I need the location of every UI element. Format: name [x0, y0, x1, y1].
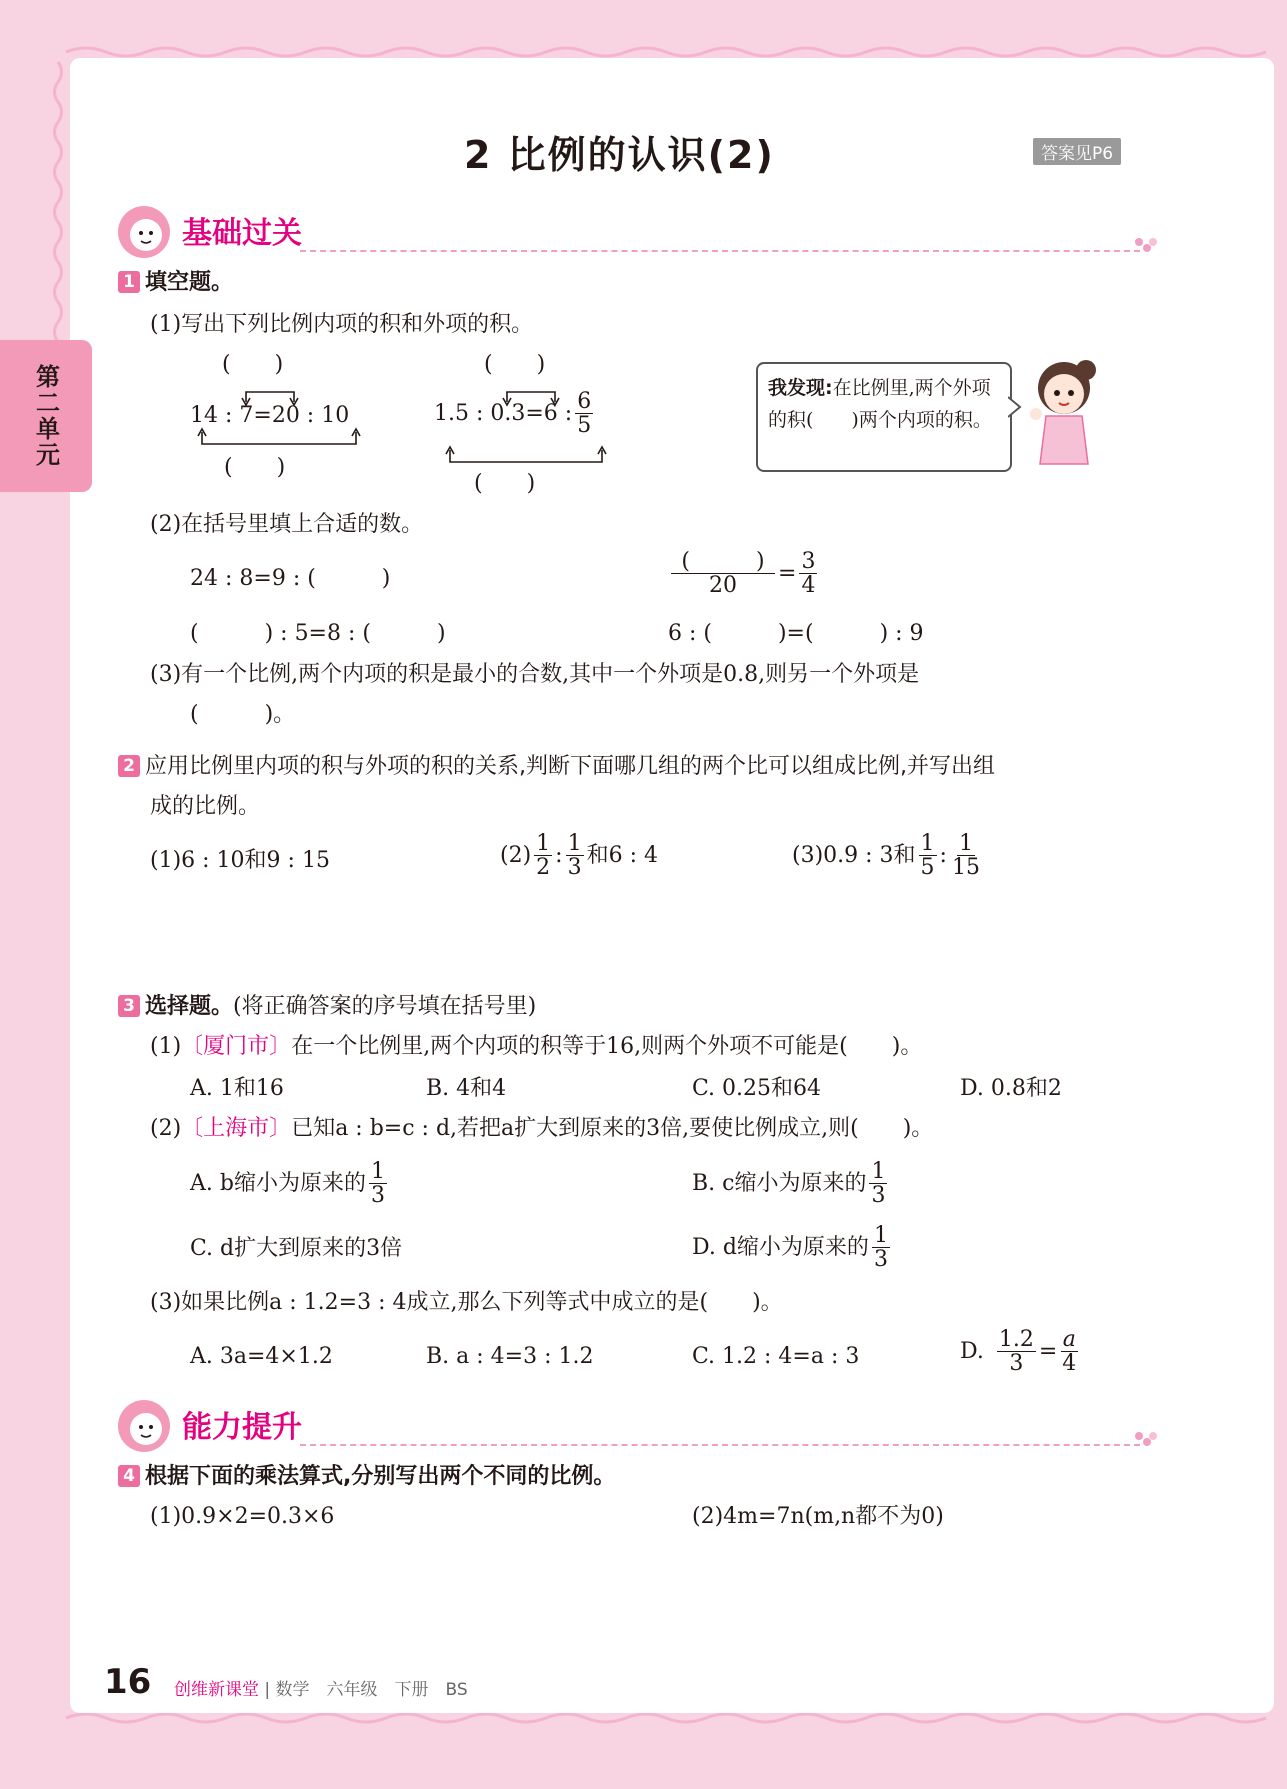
question-2-text-line1	[118, 752, 995, 782]
bubble-label: 我发现:	[768, 377, 833, 399]
q1-expr-b	[434, 390, 596, 437]
question-title: 选择题。	[145, 994, 234, 1019]
fraction-numerator: 1	[567, 831, 582, 856]
q3-s1-option-a: A. 1和16	[190, 1076, 284, 1101]
q1-part2-c: ( ) : 5=8 : ( )	[190, 621, 446, 646]
section-divider	[300, 250, 1140, 252]
option-text: B. c缩小为原来的	[692, 1170, 867, 1196]
q3-s2-option-a	[190, 1160, 390, 1207]
sub-question-text: 已知a : b=c : d,若把a扩大到原来的3倍,要使比例成立,则( )。	[291, 1116, 934, 1141]
sub-question-text: 在一个比例里,两个内项的积等于16,则两个外项不可能是( )。	[291, 1034, 923, 1059]
item-prefix: (2)	[150, 1116, 182, 1141]
question-2-text-line2: 成的比例。	[150, 794, 261, 819]
question-2-text: 应用比例里内项的积与外项的积的关系,判断下面哪几组的两个比可以组成比例,并写出组	[145, 754, 995, 779]
fraction-numerator: 1.2	[998, 1327, 1034, 1352]
q3-sub3: (3)如果比例a : 1.2=3 : 4成立,那么下列等式中成立的是( )。	[150, 1290, 783, 1315]
girl-character-illustration	[1024, 356, 1106, 468]
q4-item1: (1)0.9×2=0.3×6	[150, 1504, 335, 1529]
item-suffix: 和6 : 4	[586, 842, 658, 868]
fraction-denominator: 2	[536, 855, 551, 881]
fraction-numerator: 1	[871, 1159, 886, 1184]
fraction-numerator: 6	[577, 389, 592, 414]
q3-sub2	[150, 1114, 933, 1144]
flower-dots-icon	[1133, 1428, 1161, 1450]
fraction-numerator: 1	[370, 1159, 385, 1184]
fraction-numerator: 3	[801, 549, 816, 574]
item-prefix: (1)	[150, 1034, 182, 1059]
source-tag: 〔上海市〕	[181, 1116, 292, 1141]
q1-part3-blank: ( )。	[190, 702, 296, 727]
answer-reference-tag: 答案见P6	[1033, 138, 1121, 165]
girl-mascot-icon	[116, 204, 172, 260]
q1-part2-b: $\frac{( )}{20}$ = $\frac{3}{4}$	[668, 550, 820, 597]
question-number-badge: 3	[118, 995, 140, 1017]
item-prefix: (2)	[500, 842, 532, 868]
fraction-numerator: 1	[873, 1223, 888, 1248]
footer-edition: BS	[445, 1680, 468, 1700]
fraction-numerator: 1	[536, 831, 551, 856]
q4-item2: (2)4m=7n(m,n都不为0)	[692, 1504, 944, 1529]
fraction-denominator: 5	[920, 855, 935, 881]
section-title-advance: 能力提升	[182, 1410, 302, 1445]
section-divider	[300, 1444, 1140, 1446]
question-4-heading	[118, 1462, 615, 1492]
footer-subject: 数学	[275, 1680, 310, 1700]
fraction-denominator: 3	[567, 855, 582, 881]
question-number-badge: 2	[118, 755, 140, 777]
footer-grade: 六年级	[326, 1680, 378, 1700]
fraction-numerator: 1	[958, 831, 973, 856]
footer-info: 创维新课堂 | 数学 六年级 下册 BS	[174, 1680, 468, 1700]
q3-s3-option-c: C. 1.2 : 4=a : 3	[692, 1344, 860, 1369]
bubble-text: 在比例里,两个外项的积( )两个内项的积。	[768, 377, 992, 431]
footer-brand: 创维新课堂	[174, 1680, 259, 1700]
q1-part1-label: (1)写出下列比例内项的积和外项的积。	[150, 312, 534, 337]
q1-blank-inner-a: ( )	[222, 352, 284, 377]
q3-s3-option-d: D. $\frac{1.2}{3}$ = $\frac{a}{4}$	[960, 1327, 1077, 1377]
fraction-denominator: 4	[801, 573, 816, 599]
q3-s1-option-b: B. 4和4	[426, 1076, 507, 1101]
question-3-heading	[118, 992, 536, 1022]
q3-s3-option-a: A. 3a=4×1.2	[190, 1344, 333, 1369]
page-title: 2 比例的认识(2)	[464, 133, 775, 177]
flower-dots-icon	[1133, 234, 1161, 256]
bubble-tail	[1008, 395, 1022, 419]
q3-s1-option-d: D. 0.8和2	[960, 1076, 1062, 1101]
footer-term: 下册	[394, 1680, 429, 1700]
q3-s1-option-c: C. 0.25和64	[692, 1076, 822, 1101]
question-title: 根据下面的乘法算式,分别写出两个不同的比例。	[145, 1464, 616, 1489]
fraction-denominator: 15	[951, 855, 980, 881]
boy-mascot-icon	[116, 1398, 172, 1454]
fraction-numerator: a	[1062, 1327, 1076, 1352]
fraction-denominator: 3	[370, 1183, 385, 1209]
unit-side-tab	[0, 340, 92, 492]
fraction-denominator: 5	[577, 413, 592, 439]
q1-expr-a: 14 : 7=20 : 10	[190, 403, 350, 428]
question-title: 填空题。	[145, 270, 234, 295]
fraction-denominator: 3	[1009, 1351, 1024, 1377]
expr-b-text: 1.5 : 0.3=6 :	[434, 400, 573, 426]
page-number: 16	[104, 1662, 152, 1702]
q2-item2: (2) $\frac{1}{2}$ : $\frac{1}{3}$ 和6 : 4	[500, 831, 658, 881]
fraction-denominator: 3	[873, 1247, 888, 1273]
discovery-speech-bubble	[756, 362, 1012, 472]
q1-part2-a: 24 : 8=9 : ( )	[190, 566, 391, 591]
q3-s2-option-c: C. d扩大到原来的3倍	[190, 1236, 403, 1261]
fraction-denominator: 4	[1062, 1351, 1077, 1377]
option-text: D. d缩小为原来的	[692, 1234, 869, 1260]
q1-blank-outer-b: ( )	[474, 471, 536, 496]
q2-item1: (1)6 : 10和9 : 15	[150, 848, 330, 873]
fraction-denominator: 3	[871, 1183, 886, 1209]
source-tag: 〔厦门市〕	[181, 1034, 292, 1059]
q3-sub1	[150, 1032, 922, 1062]
q3-s2-option-d	[692, 1224, 893, 1271]
q1-part2-d: 6 : ( )=( ) : 9	[668, 621, 924, 646]
option-prefix: D.	[960, 1338, 984, 1364]
question-number-badge: 1	[118, 271, 140, 293]
section-title-basic: 基础过关	[182, 216, 302, 251]
q1-part3-text: (3)有一个比例,两个内项的积是最小的合数,其中一个外项是0.8,则另一个外项是	[150, 662, 920, 687]
fraction-numerator: ( )	[671, 550, 775, 574]
q3-s3-option-b: B. a : 4=3 : 1.2	[426, 1344, 594, 1369]
item-prefix: (3)0.9 : 3和	[792, 842, 916, 868]
fraction-denominator: 20	[709, 573, 737, 599]
fraction-numerator: 1	[920, 831, 935, 856]
question-1-heading	[118, 268, 233, 298]
q1-part2-label: (2)在括号里填上合适的数。	[150, 512, 424, 537]
q1-blank-inner-b: ( )	[484, 352, 546, 377]
q1-blank-outer-a: ( )	[224, 455, 286, 480]
question-number-badge: 4	[118, 1465, 140, 1487]
q2-item3: (3)0.9 : 3和 $\frac{1}{5}$ : $\frac{1}{15}$	[792, 831, 980, 881]
q3-s2-option-b	[692, 1160, 890, 1207]
question-note: (将正确答案的序号填在括号里)	[233, 994, 537, 1019]
option-text: A. b缩小为原来的	[190, 1170, 366, 1196]
unit-label: 第二单元	[31, 364, 60, 468]
